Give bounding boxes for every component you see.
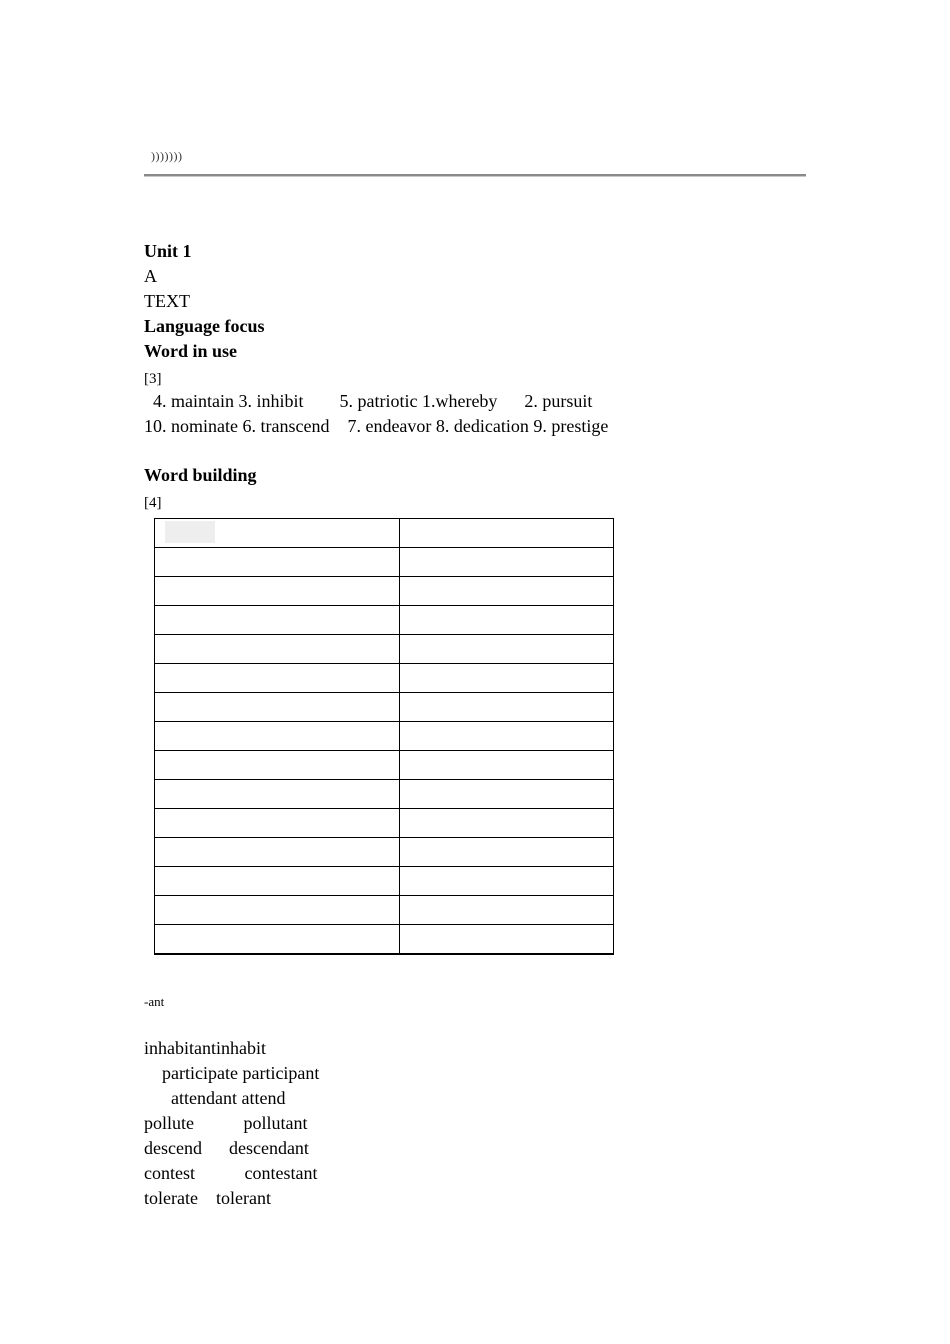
table-row <box>155 722 614 751</box>
word-pair-line: contest contestant <box>144 1163 318 1183</box>
table-cell <box>400 838 614 867</box>
language-focus-heading: Language focus <box>144 316 265 336</box>
table-cell <box>400 635 614 664</box>
table-cell <box>155 664 400 693</box>
table-row <box>155 809 614 838</box>
table-row <box>155 577 614 606</box>
table-cell <box>400 780 614 809</box>
table-row <box>155 693 614 722</box>
table-cell <box>400 577 614 606</box>
table-cell <box>155 925 400 955</box>
table-cell <box>155 780 400 809</box>
table-cell <box>400 809 614 838</box>
table-cell <box>400 693 614 722</box>
table-cell <box>400 664 614 693</box>
table-row <box>155 664 614 693</box>
word-pair-line: descend descendant <box>144 1138 309 1158</box>
table-cell <box>400 548 614 577</box>
table-cell <box>155 838 400 867</box>
suffix-label: -ant <box>144 994 165 1009</box>
table-cell <box>400 751 614 780</box>
table-cell <box>400 867 614 896</box>
table-cell <box>155 722 400 751</box>
exercise-4-label: [4] <box>144 495 162 511</box>
table-row <box>155 751 614 780</box>
table-row <box>155 606 614 635</box>
table-row <box>155 519 614 548</box>
exercise-3-answers-line-2: 10. nominate 6. transcend 7. endeavor 8. dedication 9. prestige <box>144 416 609 436</box>
table-cell <box>155 751 400 780</box>
word-building-table <box>154 518 614 955</box>
word-pair-line: tolerate tolerant <box>144 1188 271 1208</box>
exercise-3-answers-line-1: 4. maintain 3. inhibit 5. patriotic 1.whereby 2. pursuit <box>144 391 593 411</box>
table-cell <box>400 896 614 925</box>
table-row <box>155 838 614 867</box>
table-cell <box>155 693 400 722</box>
table-cell <box>155 548 400 577</box>
table-cell <box>155 635 400 664</box>
table-cell <box>155 867 400 896</box>
table-cell-highlight <box>165 521 215 543</box>
word-building-heading: Word building <box>144 465 257 485</box>
table-row <box>155 635 614 664</box>
header-rule <box>144 174 806 177</box>
exercise-3-label: [3] <box>144 371 162 387</box>
table-row <box>155 925 614 955</box>
table-cell <box>155 809 400 838</box>
unit-title: Unit 1 <box>144 241 192 261</box>
table-row <box>155 867 614 896</box>
word-pair-line: inhabitantinhabit <box>144 1038 266 1058</box>
subsection-label: TEXT <box>144 291 190 311</box>
table-cell <box>400 606 614 635</box>
word-pair-line: participate participant <box>144 1063 320 1083</box>
table-row <box>155 780 614 809</box>
table-row <box>155 548 614 577</box>
table-cell <box>155 577 400 606</box>
word-in-use-heading: Word in use <box>144 341 238 361</box>
table-cell <box>155 606 400 635</box>
table-row <box>155 896 614 925</box>
header-marks: ))))))) <box>151 149 183 163</box>
word-pair-line: pollute pollutant <box>144 1113 308 1133</box>
table-cell <box>400 925 614 955</box>
word-pair-line: attendant attend <box>144 1088 286 1108</box>
table-cell <box>155 896 400 925</box>
table-cell <box>400 519 614 548</box>
section-label: A <box>144 266 157 286</box>
table-cell <box>400 722 614 751</box>
